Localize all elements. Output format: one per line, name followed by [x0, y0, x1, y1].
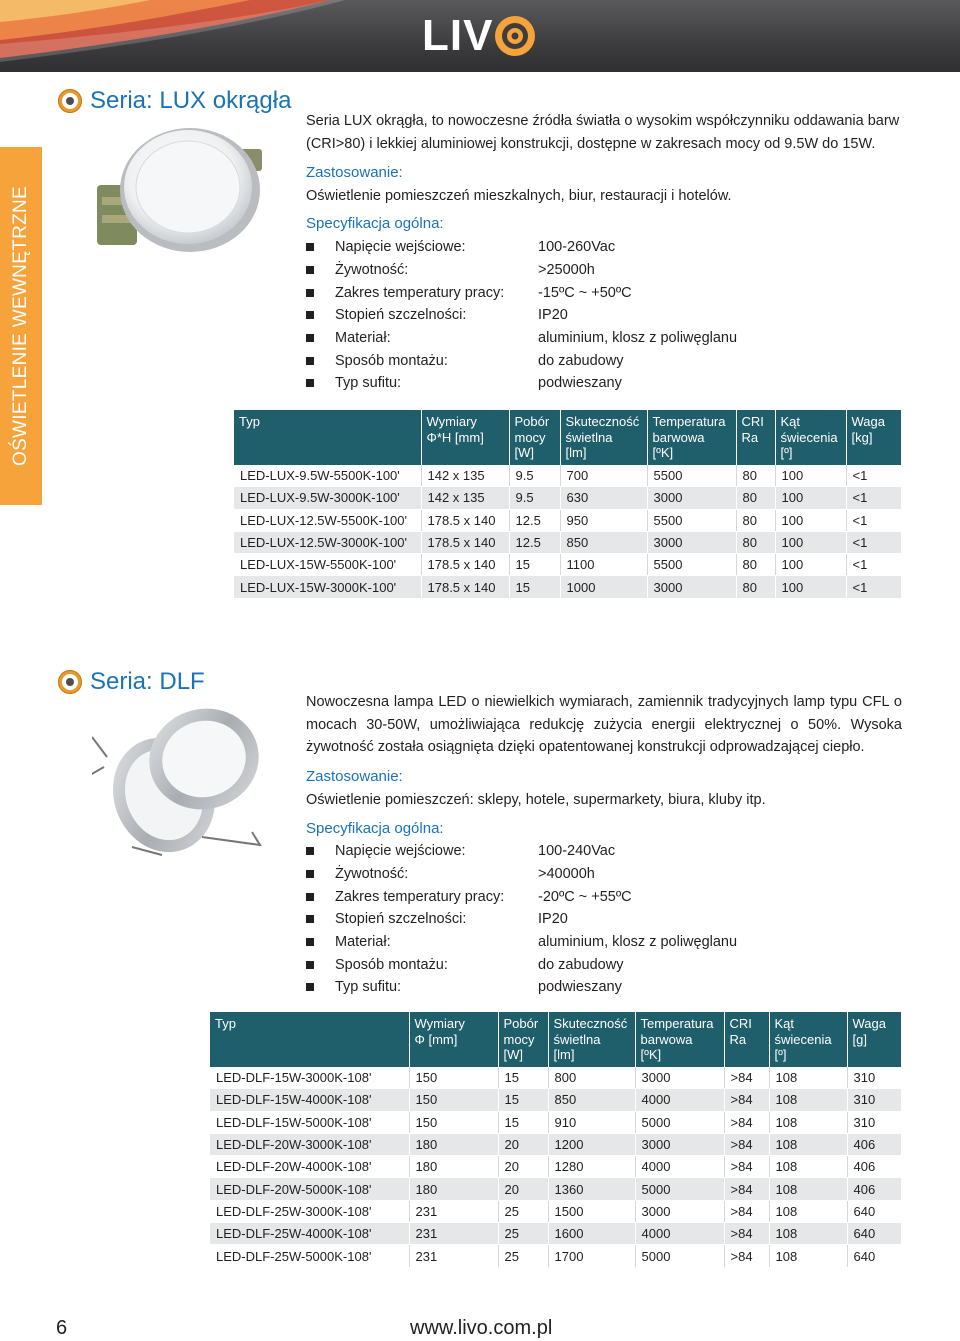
table-cell: >84 [724, 1223, 769, 1245]
column-header [647, 410, 736, 465]
table-cell: 910 [548, 1111, 635, 1133]
table-cell: 1360 [548, 1178, 635, 1200]
column-header [210, 1012, 409, 1067]
spec-item [306, 840, 737, 863]
table-cell: 3000 [647, 576, 736, 598]
square-bullet-icon [306, 983, 314, 991]
spec-label: Zakres temperatury pracy: [335, 284, 505, 301]
table-cell: 108 [769, 1178, 847, 1200]
table-cell: 150 [409, 1067, 498, 1089]
dlf-series-title: Seria: DLF [90, 668, 205, 695]
table-cell: 406 [847, 1156, 901, 1178]
table-cell: 1600 [548, 1223, 635, 1245]
table-cell: 108 [769, 1200, 847, 1222]
table-cell: 5000 [635, 1178, 724, 1200]
lux-downlight-image [92, 115, 277, 265]
table-cell: 25 [498, 1200, 548, 1222]
table-cell: 100 [775, 554, 846, 576]
category-label: OŚWIETLENIE WEWNĘTRZNE [10, 186, 31, 466]
spec-label: Napięcie wejściowe: [335, 239, 466, 256]
table-cell: 100 [775, 465, 846, 487]
table-row [234, 509, 901, 531]
column-header [635, 1012, 724, 1067]
table-cell: <1 [846, 576, 901, 598]
table-row [210, 1245, 901, 1267]
table-cell: LED-DLF-20W-3000K-108' [210, 1133, 409, 1155]
column-header-line: świetlna [553, 1031, 601, 1047]
table-row [234, 487, 901, 509]
column-header-line: [ºK] [652, 445, 674, 460]
spec-item [306, 908, 737, 931]
table-cell: 180 [409, 1156, 498, 1178]
table-row [210, 1133, 901, 1155]
table-cell: 850 [560, 531, 647, 553]
table-cell: 9.5 [509, 465, 560, 487]
table-cell: 80 [736, 509, 775, 531]
table-cell: 850 [548, 1089, 635, 1111]
table-cell: LED-DLF-15W-5000K-108' [210, 1111, 409, 1133]
table-cell: 25 [498, 1245, 548, 1267]
target-bullet-icon [58, 89, 82, 113]
table-cell: 15 [498, 1111, 548, 1133]
table-cell: 5000 [635, 1245, 724, 1267]
lux-series-title: Seria: LUX okrągła [90, 87, 292, 114]
table-cell: >84 [724, 1089, 769, 1111]
column-header-line: [lm] [565, 445, 587, 460]
table-cell: 5500 [647, 554, 736, 576]
column-header [548, 1012, 635, 1067]
column-header-line: Typ [215, 1016, 236, 1031]
spec-item [306, 976, 737, 999]
table-row [210, 1089, 901, 1111]
table-cell: 25 [498, 1223, 548, 1245]
category-side-tab [0, 147, 42, 505]
spec-item [306, 372, 737, 395]
table-cell: 108 [769, 1067, 847, 1089]
table-cell: 100 [775, 487, 846, 509]
column-header [769, 1012, 847, 1067]
column-header [724, 1012, 769, 1067]
table-cell: 3000 [635, 1133, 724, 1155]
column-header-line: CRI [729, 1016, 752, 1031]
column-header-line: Skuteczność [553, 1016, 628, 1031]
square-bullet-icon [306, 847, 314, 855]
table-cell: 5500 [647, 509, 736, 531]
table-cell: 12.5 [509, 509, 560, 531]
spec-value: podwieszany [538, 979, 622, 996]
square-bullet-icon [306, 893, 314, 901]
table-cell: 3000 [635, 1200, 724, 1222]
table-cell: 1000 [560, 576, 647, 598]
column-header-line: świecenia [774, 1031, 832, 1047]
square-bullet-icon [306, 379, 314, 387]
table-cell: <1 [846, 465, 901, 487]
column-header-line: Φ [mm] [414, 1031, 458, 1047]
column-header [775, 410, 846, 465]
table-row [234, 576, 901, 598]
spec-value: do zabudowy [538, 956, 624, 973]
square-bullet-icon [306, 311, 314, 319]
lux-description: Seria LUX okrągła, to nowoczesne źródła światła o wysokim współczynniku oddawania barw (CRI>80) i lekkiej aluminiowej konstrukcji, dostępne w zakresach mocy od 9.5W do 15W. [306, 113, 900, 152]
table-cell: 108 [769, 1089, 847, 1111]
table-cell: 15 [509, 576, 560, 598]
square-bullet-icon [306, 357, 314, 365]
table-cell: 20 [498, 1178, 548, 1200]
table-cell: >84 [724, 1156, 769, 1178]
spec-item [306, 863, 737, 886]
table-cell: 150 [409, 1089, 498, 1111]
column-header-line: Kąt [780, 414, 801, 429]
square-bullet-icon [306, 334, 314, 342]
dlf-application-text: Oświetlenie pomieszczeń: sklepy, hotele, supermarkety, biura, kluby itp. [306, 792, 766, 808]
table-cell: 1700 [548, 1245, 635, 1267]
column-header-line: Wymiary [426, 414, 477, 429]
table-cell: LED-DLF-25W-5000K-108' [210, 1245, 409, 1267]
spec-value: >25000h [538, 262, 595, 279]
column-header-line: Typ [239, 414, 260, 429]
lux-application-text: Oświetlenie pomieszczeń mieszkalnych, biur, restauracji i hotelów. [306, 188, 732, 204]
table-cell: 20 [498, 1133, 548, 1155]
spec-label: Materiał: [335, 934, 391, 951]
table-cell: 406 [847, 1178, 901, 1200]
column-header-line: [kg] [851, 429, 873, 445]
column-header [846, 410, 901, 465]
table-cell: 80 [736, 576, 775, 598]
table-cell: 231 [409, 1200, 498, 1222]
table-cell: <1 [846, 509, 901, 531]
column-header-line: Kąt [774, 1016, 795, 1031]
spec-label: Stopień szczelności: [335, 911, 467, 928]
spec-label: Sposób montażu: [335, 352, 448, 369]
column-header-line: Temperatura [652, 414, 726, 429]
table-cell: 108 [769, 1223, 847, 1245]
column-header-line: barwowa [652, 429, 705, 445]
table-cell: 80 [736, 465, 775, 487]
column-header-line: Ra [741, 429, 759, 445]
livo-logo[interactable] [422, 10, 537, 62]
spec-value: -15ºC ~ +50ºC [538, 284, 632, 301]
dlf-series-heading [58, 668, 205, 696]
table-row [234, 531, 901, 553]
column-header-line: świecenia [780, 429, 838, 445]
spec-label: Żywotność: [335, 262, 409, 279]
table-cell: 9.5 [509, 487, 560, 509]
dlf-application-heading: Zastosowanie: [306, 768, 403, 785]
column-header-line: Waga [851, 414, 885, 429]
table-row [210, 1111, 901, 1133]
table-cell: >84 [724, 1133, 769, 1155]
table-cell: 1280 [548, 1156, 635, 1178]
table-row [210, 1156, 901, 1178]
spec-item [306, 236, 737, 259]
table-cell: 231 [409, 1245, 498, 1267]
square-bullet-icon [306, 243, 314, 251]
spec-label: Typ sufitu: [335, 979, 402, 996]
table-cell: 4000 [635, 1223, 724, 1245]
spec-item [306, 327, 737, 350]
table-row [210, 1200, 901, 1222]
table-row [210, 1067, 901, 1089]
table-cell: 108 [769, 1111, 847, 1133]
table-cell: <1 [846, 531, 901, 553]
table-cell: 150 [409, 1111, 498, 1133]
column-header-line: Pobór [503, 1016, 539, 1031]
table-cell: 180 [409, 1133, 498, 1155]
target-bullet-icon [58, 670, 82, 694]
square-bullet-icon [306, 915, 314, 923]
table-cell: LED-DLF-25W-4000K-108' [210, 1223, 409, 1245]
column-header [409, 1012, 498, 1067]
spec-value: 100-240Vac [538, 843, 616, 860]
column-header-line: [ºK] [640, 1047, 662, 1062]
table-cell: 5500 [647, 465, 736, 487]
spec-value: podwieszany [538, 375, 622, 392]
spec-value: aluminium, klosz z poliwęglanu [538, 934, 738, 951]
column-header [560, 410, 647, 465]
square-bullet-icon [306, 289, 314, 297]
spec-label: Napięcie wejściowe: [335, 843, 466, 860]
lux-spec-list [306, 236, 737, 395]
column-header-line: świetlna [565, 429, 613, 445]
table-cell: LED-LUX-12.5W-5500K-100' [234, 509, 421, 531]
table-cell: 100 [775, 531, 846, 553]
spec-value: -20ºC ~ +55ºC [538, 888, 632, 905]
column-header [509, 410, 560, 465]
table-cell: 310 [847, 1067, 901, 1089]
table-cell: 310 [847, 1089, 901, 1111]
square-bullet-icon [306, 961, 314, 969]
table-cell: 15 [498, 1067, 548, 1089]
table-cell: 178.5 x 140 [421, 509, 509, 531]
column-header-line: [lm] [553, 1047, 575, 1062]
table-cell: 178.5 x 140 [421, 531, 509, 553]
table-cell: 178.5 x 140 [421, 554, 509, 576]
table-cell: >84 [724, 1067, 769, 1089]
table-cell: LED-DLF-15W-4000K-108' [210, 1089, 409, 1111]
table-cell: 5000 [635, 1111, 724, 1133]
table-cell: <1 [846, 487, 901, 509]
lux-spec-heading: Specyfikacja ogólna: [306, 215, 444, 232]
spec-item [306, 259, 737, 282]
table-cell: 640 [847, 1200, 901, 1222]
spec-item [306, 885, 737, 908]
spec-item [306, 931, 737, 954]
column-header-line: Temperatura [640, 1016, 714, 1031]
table-cell: >84 [724, 1200, 769, 1222]
spec-value: 100-260Vac [538, 239, 616, 256]
table-cell: 108 [769, 1245, 847, 1267]
website-link[interactable]: www.livo.com.pl [410, 1317, 553, 1339]
column-header [847, 1012, 901, 1067]
table-row [234, 465, 901, 487]
table-cell: 80 [736, 554, 775, 576]
table-cell: 20 [498, 1156, 548, 1178]
spec-item [306, 953, 737, 976]
table-cell: 4000 [635, 1156, 724, 1178]
table-cell: LED-LUX-15W-5500K-100' [234, 554, 421, 576]
column-header-line: Pobór [514, 414, 550, 429]
column-header-line: [º] [774, 1047, 787, 1062]
column-header-line: Ra [729, 1031, 747, 1047]
table-cell: 700 [560, 465, 647, 487]
square-bullet-icon [306, 938, 314, 946]
logo-text: LIV [422, 11, 494, 60]
table-cell: 100 [775, 509, 846, 531]
table-header-row [234, 410, 901, 465]
table-cell: 80 [736, 487, 775, 509]
spec-item [306, 281, 737, 304]
spec-label: Sposób montażu: [335, 956, 448, 973]
dlf-downlight-image [92, 697, 267, 862]
table-cell: 142 x 135 [421, 487, 509, 509]
table-cell: 108 [769, 1133, 847, 1155]
table-cell: 178.5 x 140 [421, 576, 509, 598]
spec-value: aluminium, klosz z poliwęglanu [538, 330, 738, 347]
table-cell: LED-DLF-25W-3000K-108' [210, 1200, 409, 1222]
table-cell: 15 [509, 554, 560, 576]
spec-label: Typ sufitu: [335, 375, 402, 392]
table-cell: 142 x 135 [421, 465, 509, 487]
table-cell: 3000 [647, 531, 736, 553]
spec-label: Zakres temperatury pracy: [335, 888, 505, 905]
table-cell: 310 [847, 1111, 901, 1133]
table-cell: LED-DLF-20W-4000K-108' [210, 1156, 409, 1178]
lux-series-heading [58, 87, 291, 115]
table-cell: 630 [560, 487, 647, 509]
table-cell: 12.5 [509, 531, 560, 553]
square-bullet-icon [306, 870, 314, 878]
column-header-line: barwowa [640, 1031, 693, 1047]
column-header [421, 410, 509, 465]
column-header-line: Wymiary [414, 1016, 465, 1031]
table-cell: LED-LUX-12.5W-3000K-100' [234, 531, 421, 553]
table-cell: <1 [846, 554, 901, 576]
dlf-description: Nowoczesna lampa LED o niewielkich wymiarach, zamiennik tradycyjnych lamp typu CFL o mocach 30-50W, umożliwiająca redukcję zużycia energii elektrycznej o 50%. Wysoka żywotność została osiągnięta dzięki opatentowanej konstrukcji odprowadzającej ciepło. [306, 694, 902, 755]
table-cell: 1200 [548, 1133, 635, 1155]
column-header-line: mocy [514, 429, 546, 445]
column-header [234, 410, 421, 465]
spec-item [306, 349, 737, 372]
column-header [498, 1012, 548, 1067]
table-cell: LED-LUX-9.5W-3000K-100' [234, 487, 421, 509]
column-header-line: [º] [780, 445, 793, 460]
column-header-line: mocy [503, 1031, 535, 1047]
spec-label: Stopień szczelności: [335, 307, 467, 324]
table-cell: 3000 [647, 487, 736, 509]
table-cell: 3000 [635, 1067, 724, 1089]
spec-value: IP20 [538, 911, 568, 928]
column-header-line: [W] [514, 445, 534, 460]
table-cell: 800 [548, 1067, 635, 1089]
table-cell: 100 [775, 576, 846, 598]
table-cell: 406 [847, 1133, 901, 1155]
column-header-line: Waga [852, 1016, 886, 1031]
table-cell: LED-LUX-15W-3000K-100' [234, 576, 421, 598]
spec-label: Żywotność: [335, 866, 409, 883]
table-row [234, 554, 901, 576]
table-row [210, 1178, 901, 1200]
dlf-spec-heading: Specyfikacja ogólna: [306, 820, 444, 837]
table-cell: LED-DLF-15W-3000K-108' [210, 1067, 409, 1089]
table-cell: 231 [409, 1223, 498, 1245]
spec-value: >40000h [538, 866, 595, 883]
table-cell: >84 [724, 1111, 769, 1133]
lux-application-heading: Zastosowanie: [306, 164, 403, 181]
table-cell: >84 [724, 1245, 769, 1267]
table-cell: 4000 [635, 1089, 724, 1111]
spec-value: IP20 [538, 307, 568, 324]
spec-item [306, 304, 737, 327]
square-bullet-icon [306, 266, 314, 274]
table-cell: 180 [409, 1178, 498, 1200]
table-cell: 1100 [560, 554, 647, 576]
lux-spec-table [234, 410, 901, 599]
table-cell: 1500 [548, 1200, 635, 1222]
table-cell: 640 [847, 1245, 901, 1267]
column-header-line: Φ*H [mm] [426, 429, 484, 445]
table-cell: LED-DLF-20W-5000K-108' [210, 1178, 409, 1200]
table-cell: 15 [498, 1089, 548, 1111]
table-cell: 640 [847, 1223, 901, 1245]
spec-value: do zabudowy [538, 352, 624, 369]
column-header [736, 410, 775, 465]
column-header-line: CRI [741, 414, 764, 429]
table-cell: 950 [560, 509, 647, 531]
dlf-spec-list [306, 840, 737, 999]
page-header [0, 0, 960, 72]
table-cell: 80 [736, 531, 775, 553]
table-cell: >84 [724, 1178, 769, 1200]
column-header-line: [W] [503, 1047, 523, 1062]
logo-target-icon [493, 14, 537, 58]
table-row [210, 1223, 901, 1245]
page-number: 6 [56, 1317, 68, 1339]
table-cell: LED-LUX-9.5W-5500K-100' [234, 465, 421, 487]
table-header-row [210, 1012, 901, 1067]
column-header-line: [g] [852, 1031, 867, 1047]
dlf-spec-table [210, 1012, 901, 1268]
spec-label: Materiał: [335, 330, 391, 347]
column-header-line: Skuteczność [565, 414, 640, 429]
table-cell: 108 [769, 1156, 847, 1178]
